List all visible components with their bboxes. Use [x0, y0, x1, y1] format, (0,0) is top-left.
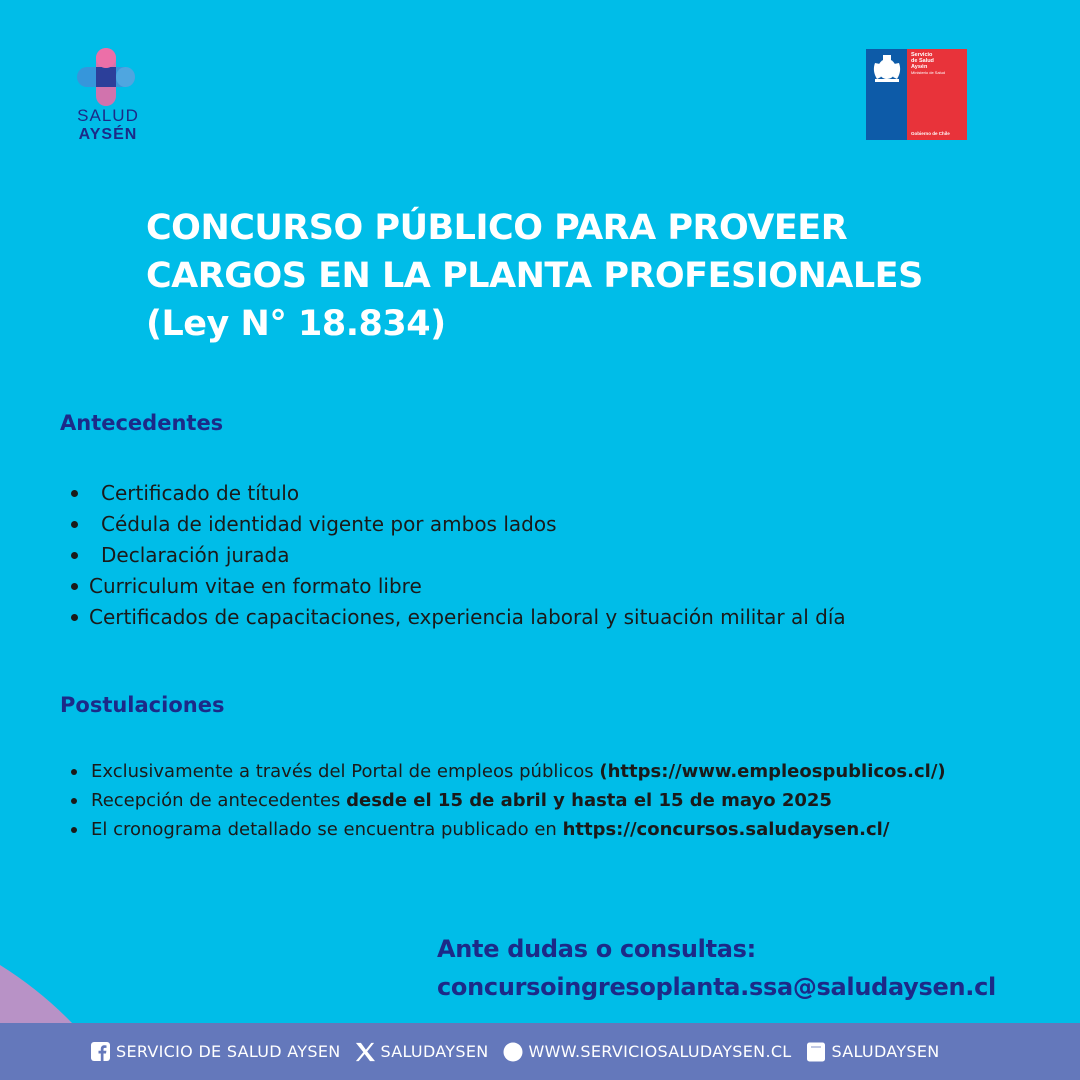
page-title	[146, 204, 966, 348]
facebook-icon	[90, 1042, 110, 1062]
list-item: Recepción de antecedentes desde el 15 de abril y hasta el 15 de mayo 2025	[68, 786, 946, 815]
postulaciones-heading: Postulaciones	[60, 693, 225, 717]
globe-icon	[503, 1042, 523, 1062]
title-line-2: CARGOS EN LA PLANTA PROFESIONALES	[146, 256, 923, 296]
salud-aysen-logo	[68, 46, 148, 150]
title-line-1: CONCURSO PÚBLICO PARA PROVEER	[146, 208, 848, 248]
x-icon	[355, 1042, 375, 1062]
gob-footer-text: Gobierno de Chile	[911, 131, 950, 136]
logo-text-salud: SALUD	[77, 106, 139, 125]
list-item: El cronograma detallado se encuentra publicado en https://concursos.saludaysen.cl/	[68, 815, 946, 844]
bullet-icon	[71, 798, 77, 804]
bullet-icon	[71, 827, 77, 833]
contact-block	[437, 930, 996, 1006]
logo-text-aysen: AYSÉN	[78, 126, 138, 143]
concursos-link[interactable]: https://concursos.saludaysen.cl/	[562, 819, 890, 840]
gob-servicio-text: Servicio	[911, 52, 933, 58]
antecedentes-list	[68, 478, 846, 633]
postulaciones-list	[68, 757, 946, 844]
list-item: Declaración jurada	[68, 540, 846, 571]
plus-cross-logo-icon	[74, 46, 138, 108]
bullet-icon	[71, 552, 78, 559]
footer-website[interactable]: WWW.SERVICIOSALUDAYSEN.CL	[503, 1042, 792, 1062]
corner-decoration	[0, 965, 80, 1025]
antecedentes-heading: Antecedentes	[60, 411, 224, 435]
reception-dates: desde el 15 de abril y hasta el 15 de mayo 2025	[346, 790, 832, 811]
gob-ministerio-text: Ministerio de Salud	[911, 70, 946, 75]
bullet-icon	[71, 521, 78, 528]
bullet-icon	[71, 769, 77, 775]
footer-x[interactable]: SALUDAYSEN	[355, 1042, 489, 1062]
bullet-icon	[71, 614, 78, 621]
bullet-icon	[71, 490, 78, 497]
social-footer	[0, 1023, 1080, 1080]
contact-heading: Ante dudas o consultas:	[437, 935, 756, 963]
contact-email-link[interactable]: concursoingresoplanta.ssa@saludaysen.cl	[437, 973, 996, 1001]
title-line-3: (Ley N° 18.834)	[146, 304, 446, 344]
list-item: Curriculum vitae en formato libre	[68, 571, 846, 602]
gob-aysen-text: Aysén	[911, 64, 928, 70]
list-item: Cédula de identidad vigente por ambos lados	[68, 509, 846, 540]
footer-instagram[interactable]: SALUDAYSEN	[806, 1042, 940, 1062]
footer-facebook[interactable]: SERVICIO DE SALUD AYSEN	[90, 1042, 341, 1062]
list-item: Certificados de capacitaciones, experiencia laboral y situación militar al día	[68, 602, 846, 633]
chile-coat-of-arms-icon	[869, 53, 905, 83]
list-item: Certificado de título	[68, 478, 846, 509]
gobierno-logo	[866, 49, 967, 140]
bullet-icon	[71, 583, 78, 590]
instagram-icon	[806, 1042, 826, 1062]
gob-de-salud-text: de Salud	[911, 58, 934, 64]
list-item: Exclusivamente a través del Portal de empleos públicos (https://www.empleospublicos.cl/)	[68, 757, 946, 786]
empleos-publicos-link[interactable]: (https://www.empleospublicos.cl/)	[599, 761, 946, 782]
